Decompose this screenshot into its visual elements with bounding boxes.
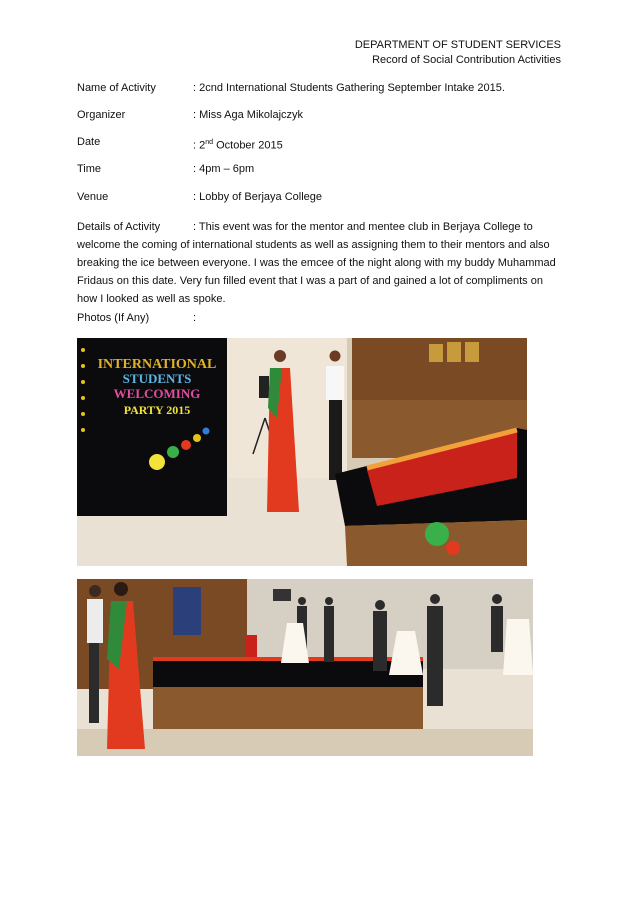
- date-month-year: October 2015: [213, 139, 283, 152]
- details-of-activity: [77, 218, 561, 308]
- details-text: : This event was for the mentor and mentee club in Berjaya College to welcome the coming of international students as well as assigning them to their mentors and also breaking the ice between everyone. I was the emcee of the night along with my buddy Muhammad Fridaus on this date. Very fun filled event that I was a part of and gained a lot of compliments on how I looked as well as spoke.: [77, 221, 556, 305]
- event-photo-lobby: [77, 579, 533, 756]
- field-label: Time: [77, 163, 102, 175]
- field-label: Organizer: [77, 109, 126, 121]
- date-ordinal: nd: [205, 139, 214, 146]
- banner-line-3: WELCOMING: [113, 386, 201, 401]
- field-value: : Miss Aga Mikolajczyk: [193, 109, 304, 121]
- banner-line-1: INTERNATIONAL: [97, 357, 217, 372]
- banner-line-4: PARTY 2015: [123, 403, 191, 417]
- banner-line-2: STUDENTS: [122, 371, 192, 386]
- field-label: Date: [77, 136, 101, 148]
- event-photo-stage: [77, 338, 527, 566]
- field-value: : 2cnd International Students Gathering September Intake 2015.: [193, 82, 505, 94]
- field-value: : 4pm – 6pm: [193, 163, 255, 175]
- field-label: Photos (If Any): [77, 312, 150, 324]
- department-heading: DEPARTMENT OF STUDENT SERVICES: [354, 39, 561, 51]
- details-label: Details of Activity: [77, 221, 161, 233]
- date-day: : 2: [193, 139, 206, 152]
- field-label: Name of Activity: [77, 82, 156, 94]
- field-value: : Lobby of Berjaya College: [193, 191, 323, 203]
- field-label: Venue: [77, 191, 109, 203]
- record-subheading: Record of Social Contribution Activities: [372, 54, 561, 66]
- field-value: [193, 135, 283, 154]
- field-value: :: [193, 312, 197, 324]
